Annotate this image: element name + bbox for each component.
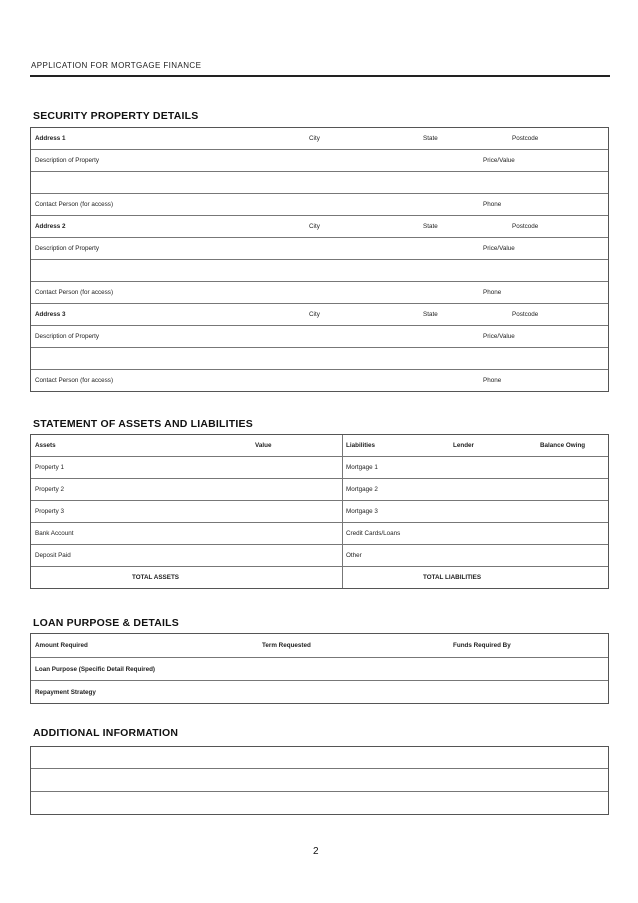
additional-section-title: ADDITIONAL INFORMATION bbox=[33, 727, 179, 739]
contact-label: Contact Person (for access) bbox=[35, 201, 114, 208]
asset-label: Property 1 bbox=[35, 464, 65, 471]
assets-liabilities-table bbox=[30, 434, 609, 589]
table-row[interactable] bbox=[31, 501, 608, 523]
total-liabilities-label: TOTAL LIABILITIES bbox=[423, 574, 482, 581]
contact-row[interactable] bbox=[31, 282, 608, 304]
additional-info-line[interactable] bbox=[31, 769, 608, 792]
price-label: Price/Value bbox=[483, 245, 515, 252]
description-blank-row[interactable] bbox=[31, 172, 608, 194]
description-row[interactable] bbox=[31, 150, 608, 172]
state-label: State bbox=[423, 223, 438, 230]
document-header-title: APPLICATION FOR MORTGAGE FINANCE bbox=[31, 61, 202, 70]
address-label: Address 3 bbox=[35, 311, 66, 318]
loan-details-table bbox=[30, 633, 609, 704]
postcode-label: Postcode bbox=[512, 311, 539, 318]
repayment-strategy-label: Repayment Strategy bbox=[35, 688, 96, 696]
additional-info-line[interactable] bbox=[31, 747, 608, 769]
lender-header: Lender bbox=[453, 442, 474, 449]
table-row[interactable] bbox=[31, 479, 608, 501]
term-requested-label: Term Requested bbox=[262, 642, 311, 649]
asset-label: Bank Account bbox=[35, 530, 74, 537]
loan-section-title: LOAN PURPOSE & DETAILS bbox=[33, 617, 179, 629]
phone-label: Phone bbox=[483, 201, 502, 208]
liability-label: Mortgage 3 bbox=[346, 508, 378, 515]
phone-label: Phone bbox=[483, 289, 502, 296]
address-label: Address 1 bbox=[35, 135, 66, 142]
additional-info-table bbox=[30, 746, 609, 815]
liability-label: Other bbox=[346, 552, 362, 559]
asset-label: Property 2 bbox=[35, 486, 65, 493]
header-rule bbox=[30, 75, 610, 77]
total-assets-label: TOTAL ASSETS bbox=[132, 574, 179, 581]
asset-label: Property 3 bbox=[35, 508, 65, 515]
repayment-strategy-row[interactable] bbox=[31, 681, 608, 703]
table-row[interactable] bbox=[31, 457, 608, 479]
postcode-label: Postcode bbox=[512, 223, 539, 230]
asset-label: Deposit Paid bbox=[35, 552, 71, 559]
description-row[interactable] bbox=[31, 326, 608, 348]
description-blank-row[interactable] bbox=[31, 260, 608, 282]
value-header: Value bbox=[255, 442, 272, 449]
contact-label: Contact Person (for access) bbox=[35, 289, 114, 296]
contact-row[interactable] bbox=[31, 370, 608, 391]
description-blank-row[interactable] bbox=[31, 348, 608, 370]
page-number: 2 bbox=[313, 846, 319, 857]
table-row[interactable] bbox=[31, 523, 608, 545]
totals-row[interactable] bbox=[31, 567, 608, 588]
loan-purpose-row[interactable] bbox=[31, 658, 608, 681]
balance-owing-header: Balance Owing bbox=[540, 442, 586, 449]
postcode-label: Postcode bbox=[512, 135, 539, 142]
description-label: Description of Property bbox=[35, 245, 100, 252]
security-section-title: SECURITY PROPERTY DETAILS bbox=[33, 110, 199, 122]
address-row[interactable] bbox=[31, 304, 608, 326]
address-row[interactable] bbox=[31, 216, 608, 238]
city-label: City bbox=[309, 223, 320, 230]
description-row[interactable] bbox=[31, 238, 608, 260]
contact-row[interactable] bbox=[31, 194, 608, 216]
address-row[interactable] bbox=[31, 128, 608, 150]
additional-info-line[interactable] bbox=[31, 792, 608, 814]
description-label: Description of Property bbox=[35, 333, 100, 340]
assets-header: Assets bbox=[35, 442, 56, 449]
description-label: Description of Property bbox=[35, 157, 100, 164]
state-label: State bbox=[423, 135, 438, 142]
address-label: Address 2 bbox=[35, 223, 66, 230]
security-property-table bbox=[30, 127, 609, 392]
loan-amount-row[interactable] bbox=[31, 634, 608, 658]
liability-label: Credit Cards/Loans bbox=[346, 530, 401, 537]
funds-required-by-label: Funds Required By bbox=[453, 642, 511, 649]
assets-section-title: STATEMENT OF ASSETS AND LIABILITIES bbox=[33, 418, 253, 430]
liabilities-header: Liabilities bbox=[346, 442, 376, 449]
table-row[interactable] bbox=[31, 545, 608, 567]
phone-label: Phone bbox=[483, 377, 502, 384]
amount-required-label: Amount Required bbox=[35, 642, 88, 649]
city-label: City bbox=[309, 135, 320, 142]
city-label: City bbox=[309, 311, 320, 318]
loan-purpose-label: Loan Purpose (Specific Detail Required) bbox=[35, 665, 156, 673]
price-label: Price/Value bbox=[483, 157, 515, 164]
contact-label: Contact Person (for access) bbox=[35, 377, 114, 384]
state-label: State bbox=[423, 311, 438, 318]
liability-label: Mortgage 2 bbox=[346, 486, 378, 493]
price-label: Price/Value bbox=[483, 333, 515, 340]
assets-header-row bbox=[31, 435, 608, 457]
liability-label: Mortgage 1 bbox=[346, 464, 378, 471]
